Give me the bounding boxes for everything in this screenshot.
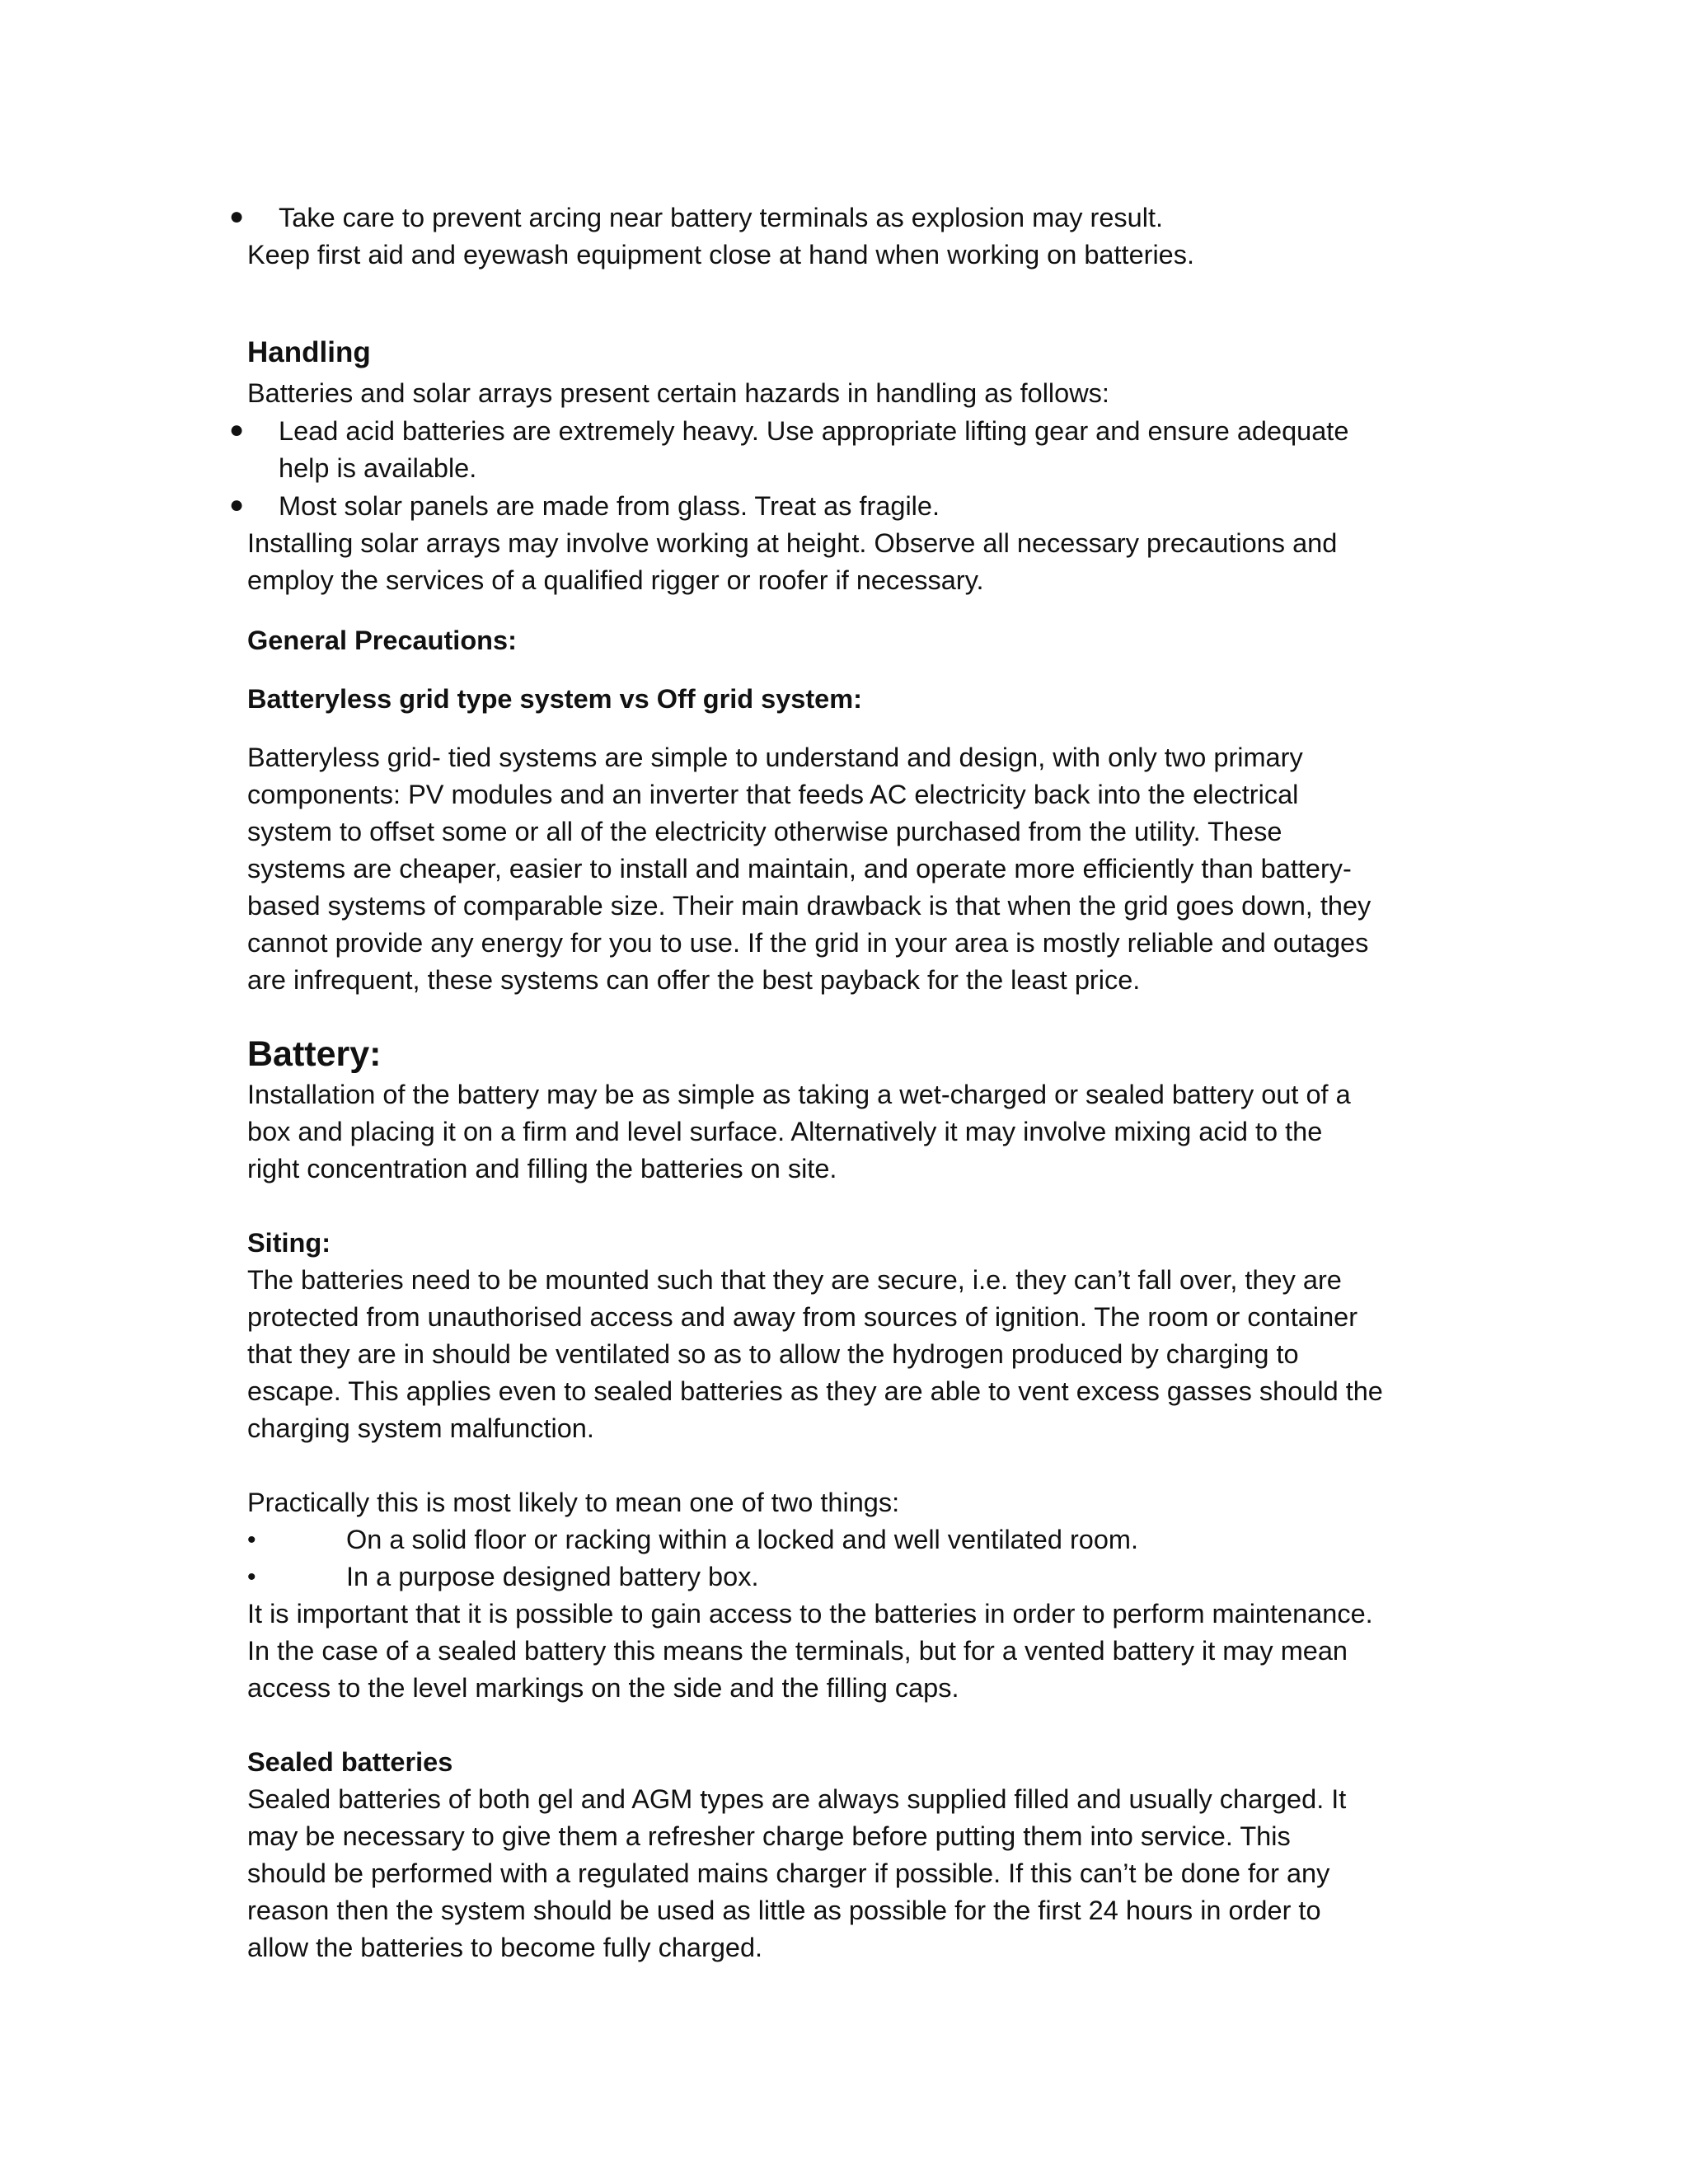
siting-line: that they are in should be ventilated so as to allow the hydrogen produced by charging to <box>247 1339 1299 1369</box>
handling-bullet-1-line-2: help is available. <box>279 453 477 483</box>
siting-line: escape. This applies even to sealed batteries as they are able to vent excess gasses should the <box>247 1376 1383 1406</box>
sealed-line: may be necessary to give them a refresher charge before putting them into service. This <box>247 1821 1291 1851</box>
battery-line: box and placing it on a firm and level surface. Alternatively it may involve mixing acid to the <box>247 1117 1323 1146</box>
batteryless-line: system to offset some or all of the electricity otherwise purchased from the utility. These <box>247 817 1282 846</box>
batteryless-line: components: PV modules and an inverter that feeds AC electricity back into the electrical <box>247 780 1299 809</box>
first-aid-line: Keep first aid and eyewash equipment close at hand when working on batteries. <box>247 240 1195 269</box>
sealed-heading: Sealed batteries <box>247 1747 453 1777</box>
handling-heading: Handling <box>247 336 371 368</box>
bullet-dot: ● <box>229 203 245 230</box>
practically-line: Practically this is most likely to mean one of two things: <box>247 1488 900 1517</box>
siting-line: The batteries need to be mounted such that they are secure, i.e. they can’t fall over, they are <box>247 1265 1342 1295</box>
sealed-line: should be performed with a regulated mains charger if possible. If this can’t be done for any <box>247 1858 1330 1888</box>
siting-after-line: It is important that it is possible to gain access to the batteries in order to perform maintenance. <box>247 1599 1373 1629</box>
bullet-dot: ● <box>229 491 245 518</box>
batteryless-line: systems are cheaper, easier to install and maintain, and operate more efficiently than battery- <box>247 854 1352 883</box>
bullet-dot: • <box>247 1526 256 1554</box>
siting-bullet: In a purpose designed battery box. <box>346 1562 759 1591</box>
siting-bullet: On a solid floor or racking within a locked and well ventilated room. <box>346 1525 1139 1554</box>
batteryless-line: Batteryless grid- tied systems are simple to understand and design, with only two primary <box>247 743 1303 772</box>
safety-bullet: Take care to prevent arcing near battery terminals as explosion may result. <box>279 203 1164 232</box>
siting-heading: Siting: <box>247 1228 331 1258</box>
handling-after-line-2: employ the services of a qualified rigger or roofer if necessary. <box>247 565 984 595</box>
siting-line: charging system malfunction. <box>247 1413 594 1443</box>
bullet-dot: • <box>247 1563 256 1591</box>
sealed-line: allow the batteries to become fully charged. <box>247 1933 763 1962</box>
sealed-line: Sealed batteries of both gel and AGM types are always supplied filled and usually charged. It <box>247 1784 1347 1814</box>
handling-after-line-1: Installing solar arrays may involve working at height. Observe all necessary precautions and <box>247 528 1338 558</box>
batteryless-line: are infrequent, these systems can offer the best payback for the least price. <box>247 965 1141 995</box>
battery-heading: Battery: <box>247 1034 382 1074</box>
handling-bullet-1-line-1: Lead acid batteries are extremely heavy. Use appropriate lifting gear and ensure adequate <box>279 416 1349 446</box>
handling-bullet-2: Most solar panels are made from glass. Treat as fragile. <box>279 491 940 521</box>
siting-after-line: access to the level markings on the side and the filling caps. <box>247 1673 959 1703</box>
battery-line: right concentration and filling the batteries on site. <box>247 1154 837 1183</box>
handling-intro: Batteries and solar arrays present certain hazards in handling as follows: <box>247 378 1109 408</box>
siting-line: protected from unauthorised access and away from sources of ignition. The room or container <box>247 1302 1358 1332</box>
sealed-line: reason then the system should be used as little as possible for the first 24 hours in order to <box>247 1896 1321 1925</box>
siting-after-line: In the case of a sealed battery this means the terminals, but for a vented battery it may mean <box>247 1636 1348 1666</box>
general-precautions-heading: General Precautions: <box>247 626 517 655</box>
batteryless-line: based systems of comparable size. Their main drawback is that when the grid goes down, they <box>247 891 1372 921</box>
batteryless-line: cannot provide any energy for you to use. If the grid in your area is mostly reliable and outages <box>247 928 1369 958</box>
batteryless-heading: Batteryless grid type system vs Off grid system: <box>247 684 862 714</box>
bullet-dot: ● <box>229 416 245 443</box>
battery-line: Installation of the battery may be as simple as taking a wet-charged or sealed battery out of a <box>247 1080 1351 1109</box>
